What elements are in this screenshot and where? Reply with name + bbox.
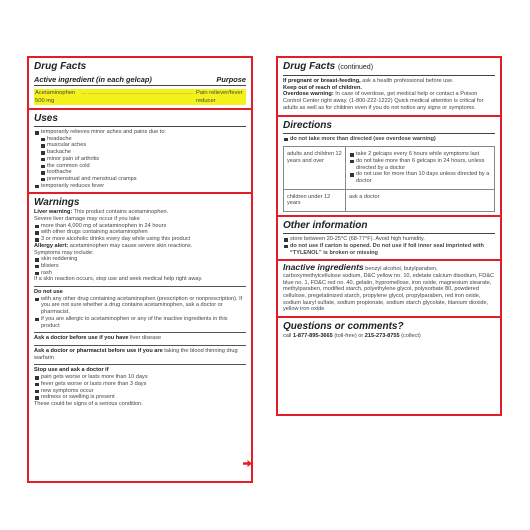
- uses-item: toothache: [34, 169, 246, 176]
- warnings-title: Warnings: [34, 197, 80, 209]
- do-not-use-item: with any other drug containing acetaminophen (prescription or nonprescription). If you are not sure whether a drug contains acetaminophen, ask a doctor or pharmacist.: [34, 296, 246, 316]
- symptoms-intro: Symptoms may include:: [34, 249, 94, 256]
- allergy-alert-label: Allergy alert:: [34, 242, 69, 249]
- directions-instructions: [346, 147, 495, 190]
- stop-use-item: new symptoms occur: [34, 388, 246, 395]
- liver-warning-item: with other drugs containing acetaminophen: [34, 229, 246, 236]
- do-not-use-section: [34, 286, 246, 329]
- other-information-title: Other information: [283, 220, 495, 234]
- pregnant-text: ask a health professional before use.: [360, 78, 454, 84]
- uses-item: headache: [34, 136, 246, 143]
- stop-use-item: redness or swelling is present: [34, 394, 246, 401]
- directions-item: take 2 gelcaps every 6 hours while symptoms last: [349, 151, 491, 158]
- uses-title: Uses: [34, 113, 246, 127]
- ask-doctor-text: liver disease: [128, 335, 162, 342]
- phone-tollfree: 1-877-895-3665: [292, 333, 333, 340]
- inactive-ingredients-section: [278, 261, 500, 318]
- uses-outro: temporarily reduces fever: [34, 183, 246, 190]
- questions-call: call: [283, 333, 293, 340]
- stop-use-item: pain gets worse or lasts more than 10 days: [34, 374, 246, 381]
- allergy-alert-text: acetaminophen may cause severe skin reactions.: [68, 242, 193, 249]
- ingredient-dots: ......................................................................: [81, 90, 194, 96]
- uses-intro: temporarily relieves minor aches and pains due to:: [34, 129, 246, 136]
- directions-title: Directions: [283, 120, 495, 134]
- directions-section: [278, 117, 500, 218]
- overdose-warning-label: Overdose warning:: [283, 91, 334, 98]
- directions-row: [284, 147, 495, 190]
- directions-age: children under 12 years: [284, 189, 346, 211]
- drug-facts-title: Drug Facts: [34, 61, 87, 72]
- ask-doctor-section: [34, 332, 246, 342]
- warnings-section: [29, 194, 251, 469]
- other-information-section: [278, 217, 500, 261]
- directions-item: do not use for more than 10 days unless directed by a doctor: [349, 171, 491, 184]
- stop-use-item: fever gets worse or lasts more than 3 days: [34, 381, 246, 388]
- pregnant-label: If pregnant or breast-feeding,: [283, 78, 361, 84]
- directions-main: do not take more than directed (see overdose warning): [283, 136, 495, 143]
- do-not-use-title: Do not use: [34, 289, 63, 296]
- uses-item: the common cold: [34, 163, 246, 170]
- questions-title: Questions or comments?: [283, 321, 404, 333]
- uses-item: backache: [34, 149, 246, 156]
- ask-pharmacist-label: Ask a doctor or pharmacist before use if you are: [34, 347, 163, 354]
- uses-item: muscular aches: [34, 142, 246, 149]
- drug-facts-panel-right: [276, 56, 502, 416]
- ingredient-row: [34, 89, 246, 105]
- questions-section: [278, 318, 500, 343]
- active-ingredient-section: [29, 58, 251, 110]
- purpose-header: Purpose: [216, 75, 246, 84]
- stop-use-section: [34, 364, 246, 407]
- symptom-item: rash: [34, 270, 246, 277]
- ingredient-name: Acetaminophen 500 mg: [35, 90, 76, 104]
- directions-item: do not take more than 6 gelcaps in 24 hours, unless directed by a doctor: [349, 158, 491, 171]
- stop-use-title: Stop use and ask a doctor if: [34, 367, 109, 374]
- ask-pharmacist-section: [34, 345, 246, 361]
- inactive-ingredients-text: benzyl alcohol, butylparaben, carboxymethylcellulose sodium, D&C yellow no. 10, edetate calcium disodium, FD&C blue no. 1, FD&C red no. 40, gelatin, hypromellose, iron oxide, magnesium stearate, methylparaben, modified starch, polyethylene glycol, polysorbate 80, powdered cellulose, pregelatinized starch, propylene glycol, propylparaben, red iron oxide, sodium lauryl sulfate, sodium propionate, sodium starch glycolate, titanium dioxide, yellow iron oxide: [283, 266, 495, 313]
- ingredient-purpose: Pain reliever/fever reducer: [195, 90, 243, 104]
- drug-facts-title-continued: Drug Facts: [283, 61, 336, 72]
- do-not-use-item: if you are allergic to acetaminophen or any of the inactive ingredients in this product: [34, 316, 246, 329]
- pregnancy-overdose-section: [278, 58, 500, 117]
- liver-warning-item: more than 4,000 mg of acetaminophen in 24 hours: [34, 223, 246, 230]
- phone-collect: 215-273-8755: [364, 333, 400, 340]
- directions-age: adults and children 12 years and over: [284, 147, 346, 190]
- questions-collect-label: (collect): [399, 333, 421, 340]
- directions-table: [283, 146, 495, 212]
- stop-use-outro: These could be signs of a serious condition.: [34, 400, 143, 407]
- liver-warning-label: Liver warning:: [34, 209, 73, 216]
- ask-pharmacist-text: taking the blood thinning drug warfarin: [34, 347, 238, 361]
- liver-warning-line2: Severe liver damage may occur if you take: [34, 216, 140, 223]
- continued-label: (continued): [338, 64, 374, 71]
- uses-item: minor pain of arthritis: [34, 156, 246, 163]
- skin-reaction-text: If a skin reaction occurs, stop use and seek medical help right away.: [34, 276, 203, 283]
- other-information-item: store between 20-25°C (68-77°F). Avoid high humidity.: [283, 236, 495, 243]
- ask-doctor-label: Ask a doctor before use if you have: [34, 335, 129, 342]
- active-ingredient-header-row: [34, 75, 246, 86]
- symptom-item: blisters: [34, 263, 246, 270]
- keep-out-of-reach: Keep out of reach of children.: [283, 84, 362, 91]
- liver-warning-item: 3 or more alcoholic drinks every day while using this product: [34, 236, 246, 243]
- other-information-item: do not use if carton is opened. Do not use if foil inner seal imprinted with “TYLENOL” is broken or missing: [283, 243, 495, 256]
- directions-instructions: ask a doctor: [346, 189, 495, 211]
- active-ingredient-header: Active ingredient (in each gelcap): [34, 75, 152, 84]
- symptom-item: skin reddening: [34, 256, 246, 263]
- uses-section: [29, 110, 251, 194]
- directions-row: [284, 189, 495, 211]
- questions-tollfree-label: (toll-free) or: [332, 333, 365, 340]
- uses-item: premenstrual and menstrual cramps: [34, 176, 246, 183]
- overdose-warning-text: In case of overdose, get medical help or contact a Poison Control Center right away. (1-800-222-1222) Quick medical attention is critical for adults as well as for children even if you do not notice any signs or symptoms.: [283, 91, 484, 111]
- drug-facts-panel-left: [27, 56, 253, 483]
- liver-warning-text: This product contains acetaminophen.: [72, 209, 169, 216]
- inactive-ingredients-title: Inactive ingredients: [283, 262, 364, 273]
